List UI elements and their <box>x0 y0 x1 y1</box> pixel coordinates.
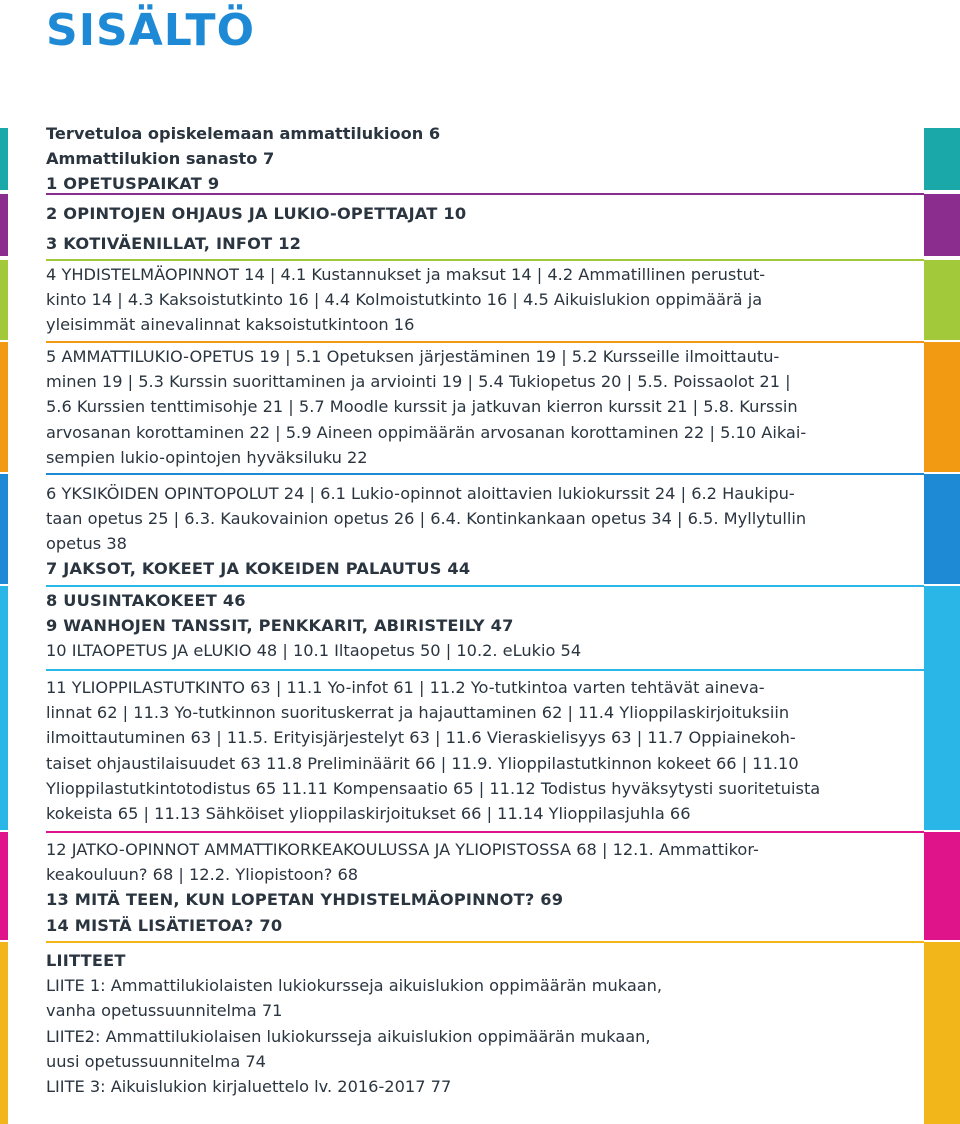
toc-entry[interactable]: 3 KOTIVÄENILLAT, INFOT 12 <box>46 234 302 253</box>
toc-line[interactable]: taan opetus 25 | 6.3. Kaukovainion opetus 26 | 6.4. Kontinkankaan opetus 34 | 6.5. Myllytullin <box>46 509 807 529</box>
divider-lightblue-2 <box>46 669 924 671</box>
divider-magenta <box>46 831 924 833</box>
toc-line[interactable]: uusi opetussuunnitelma 74 <box>46 1051 266 1071</box>
divider-yellow <box>46 941 924 943</box>
right-bar-purple <box>924 194 960 256</box>
toc-line[interactable]: linnat 62 | 11.3 Yo-tutkinnon suorituskerrat ja hajauttaminen 62 | 11.4 Ylioppilaskirjoituksiin <box>46 703 790 723</box>
left-bar-orange <box>0 342 8 472</box>
appendix-heading: LIITTEET <box>46 951 126 970</box>
toc-line[interactable]: LIITE 3: Aikuislukion kirjaluettelo lv. 2016-2017 77 <box>46 1077 452 1097</box>
toc-entry[interactable]: 13 MITÄ TEEN, KUN LOPETAN YHDISTELMÄOPINNOT? 69 <box>46 890 564 910</box>
divider-green <box>46 259 924 261</box>
toc-section-6 <box>46 481 876 557</box>
right-bar-orange <box>924 342 960 472</box>
toc-entry[interactable]: 7 JAKSOT, KOKEET JA KOKEIDEN PALAUTUS 44 <box>46 559 471 578</box>
toc-section-2 <box>46 201 876 226</box>
left-bar-purple <box>0 194 8 256</box>
toc-line[interactable]: kinto 14 | 4.3 Kaksoistutkinto 16 | 4.4 Kolmoistutkinto 16 | 4.5 Aikuislukion oppimäärä ja <box>46 290 763 310</box>
page-title: SISÄLTÖ <box>46 5 255 56</box>
right-bar-yellow <box>924 942 960 1124</box>
toc-section-intro <box>46 121 876 197</box>
right-bar-lightblue <box>924 586 960 830</box>
right-bar-blue <box>924 474 960 584</box>
toc-section-4 <box>46 262 876 338</box>
right-bar-teal <box>924 128 960 190</box>
toc-section-12-14 <box>46 837 876 938</box>
toc-entry[interactable]: 14 MISTÄ LISÄTIETOA? 70 <box>46 915 283 935</box>
right-bar-magenta <box>924 832 960 940</box>
toc-line[interactable]: LIITE 1: Ammattilukiolaisten lukiokursseja aikuislukion oppimäärän mukaan, <box>46 976 663 996</box>
left-bar-green <box>0 260 8 340</box>
toc-entry[interactable]: Tervetuloa opiskelemaan ammattilukioon 6 <box>46 124 441 143</box>
toc-line[interactable]: Ylioppilastutkintotodistus 65 11.11 Kompensaatio 65 | 11.12 Todistus hyväksytysti suoritetuista <box>46 778 821 798</box>
toc-line[interactable]: arvosanan korottaminen 22 | 5.9 Aineen oppimäärän arvosanan korottaminen 22 | 5.10 Aikai- <box>46 422 807 442</box>
divider-blue <box>46 473 924 475</box>
toc-line[interactable]: taiset ohjaustilaisuudet 63 11.8 Preliminäärit 66 | 11.9. Ylioppilastutkinnon kokeet 66 | 11.10 <box>46 753 799 773</box>
left-bar-teal <box>0 128 8 190</box>
toc-section-11 <box>46 675 876 826</box>
toc-line[interactable]: 11 YLIOPPILASTUTKINTO 63 | 11.1 Yo-infot 61 | 11.2 Yo-tutkintoa varten tehtävät aineva- <box>46 678 765 697</box>
toc-section-3 <box>46 231 876 256</box>
toc-line[interactable]: vanha opetussuunnitelma 71 <box>46 1001 283 1021</box>
right-bar-green <box>924 260 960 340</box>
toc-entry[interactable]: 8 UUSINTAKOKEET 46 <box>46 591 246 610</box>
divider-orange <box>46 341 924 343</box>
toc-line[interactable]: 12 JATKO-OPINNOT AMMATTIKORKEAKOULUSSA JA YLIOPISTOSSA 68 | 12.1. Ammattikor- <box>46 840 759 859</box>
toc-section-7 <box>46 556 876 581</box>
toc-line[interactable]: kokeista 65 | 11.13 Sähköiset ylioppilaskirjoitukset 66 | 11.14 Ylioppilasjuhla 66 <box>46 804 691 824</box>
toc-line[interactable]: 10 ILTAOPETUS JA eLUKIO 48 | 10.1 Iltaopetus 50 | 10.2. eLukio 54 <box>46 641 582 661</box>
left-bar-yellow <box>0 942 8 1124</box>
left-bar-magenta <box>0 832 8 940</box>
toc-line[interactable]: opetus 38 <box>46 534 127 554</box>
toc-line[interactable]: 5 AMMATTILUKIO-OPETUS 19 | 5.1 Opetuksen järjestäminen 19 | 5.2 Kursseille ilmoittautu- <box>46 347 780 366</box>
toc-line[interactable]: sempien lukio-opintojen hyväksiluku 22 <box>46 447 368 467</box>
left-bar-lightblue <box>0 586 8 830</box>
toc-section-5 <box>46 344 876 470</box>
toc-entry[interactable]: 1 OPETUSPAIKAT 9 <box>46 174 220 194</box>
toc-line[interactable]: minen 19 | 5.3 Kurssin suorittaminen ja arviointi 19 | 5.4 Tukiopetus 20 | 5.5. Poissaolot 21 | <box>46 372 791 392</box>
toc-section-liitteet <box>46 948 876 1099</box>
toc-line[interactable]: ilmoittautuminen 63 | 11.5. Erityisjärjestelyt 63 | 11.6 Vieraskielisyys 63 | 11.7 Oppiainekoh- <box>46 728 796 748</box>
toc-entry[interactable]: 2 OPINTOJEN OHJAUS JA LUKIO-OPETTAJAT 10 <box>46 204 467 223</box>
toc-line[interactable]: yleisimmät ainevalinnat kaksoistutkintoon 16 <box>46 315 415 335</box>
toc-entry[interactable]: 9 WANHOJEN TANSSIT, PENKKARIT, ABIRISTEILY 47 <box>46 616 514 636</box>
toc-line[interactable]: keakouluun? 68 | 12.2. Yliopistoon? 68 <box>46 865 359 885</box>
toc-line[interactable]: LIITE2: Ammattilukiolaisen lukiokursseja aikuislukion oppimäärän mukaan, <box>46 1026 651 1046</box>
toc-line[interactable]: 5.6 Kurssien tenttimisohje 21 | 5.7 Moodle kurssit ja jatkuvan kierron kurssit 21 | 5.8. Kurssin <box>46 397 798 417</box>
left-bar-blue <box>0 474 8 584</box>
toc-entry[interactable]: Ammattilukion sanasto 7 <box>46 149 275 169</box>
toc-line[interactable]: 4 YHDISTELMÄOPINNOT 14 | 4.1 Kustannukset ja maksut 14 | 4.2 Ammatillinen perustut- <box>46 265 766 284</box>
divider-lightblue <box>46 585 924 587</box>
toc-section-8-10 <box>46 588 876 664</box>
toc-line[interactable]: 6 YKSIKÖIDEN OPINTOPOLUT 24 | 6.1 Lukio-opinnot aloittavien lukiokurssit 24 | 6.2 Haukipu- <box>46 484 795 503</box>
